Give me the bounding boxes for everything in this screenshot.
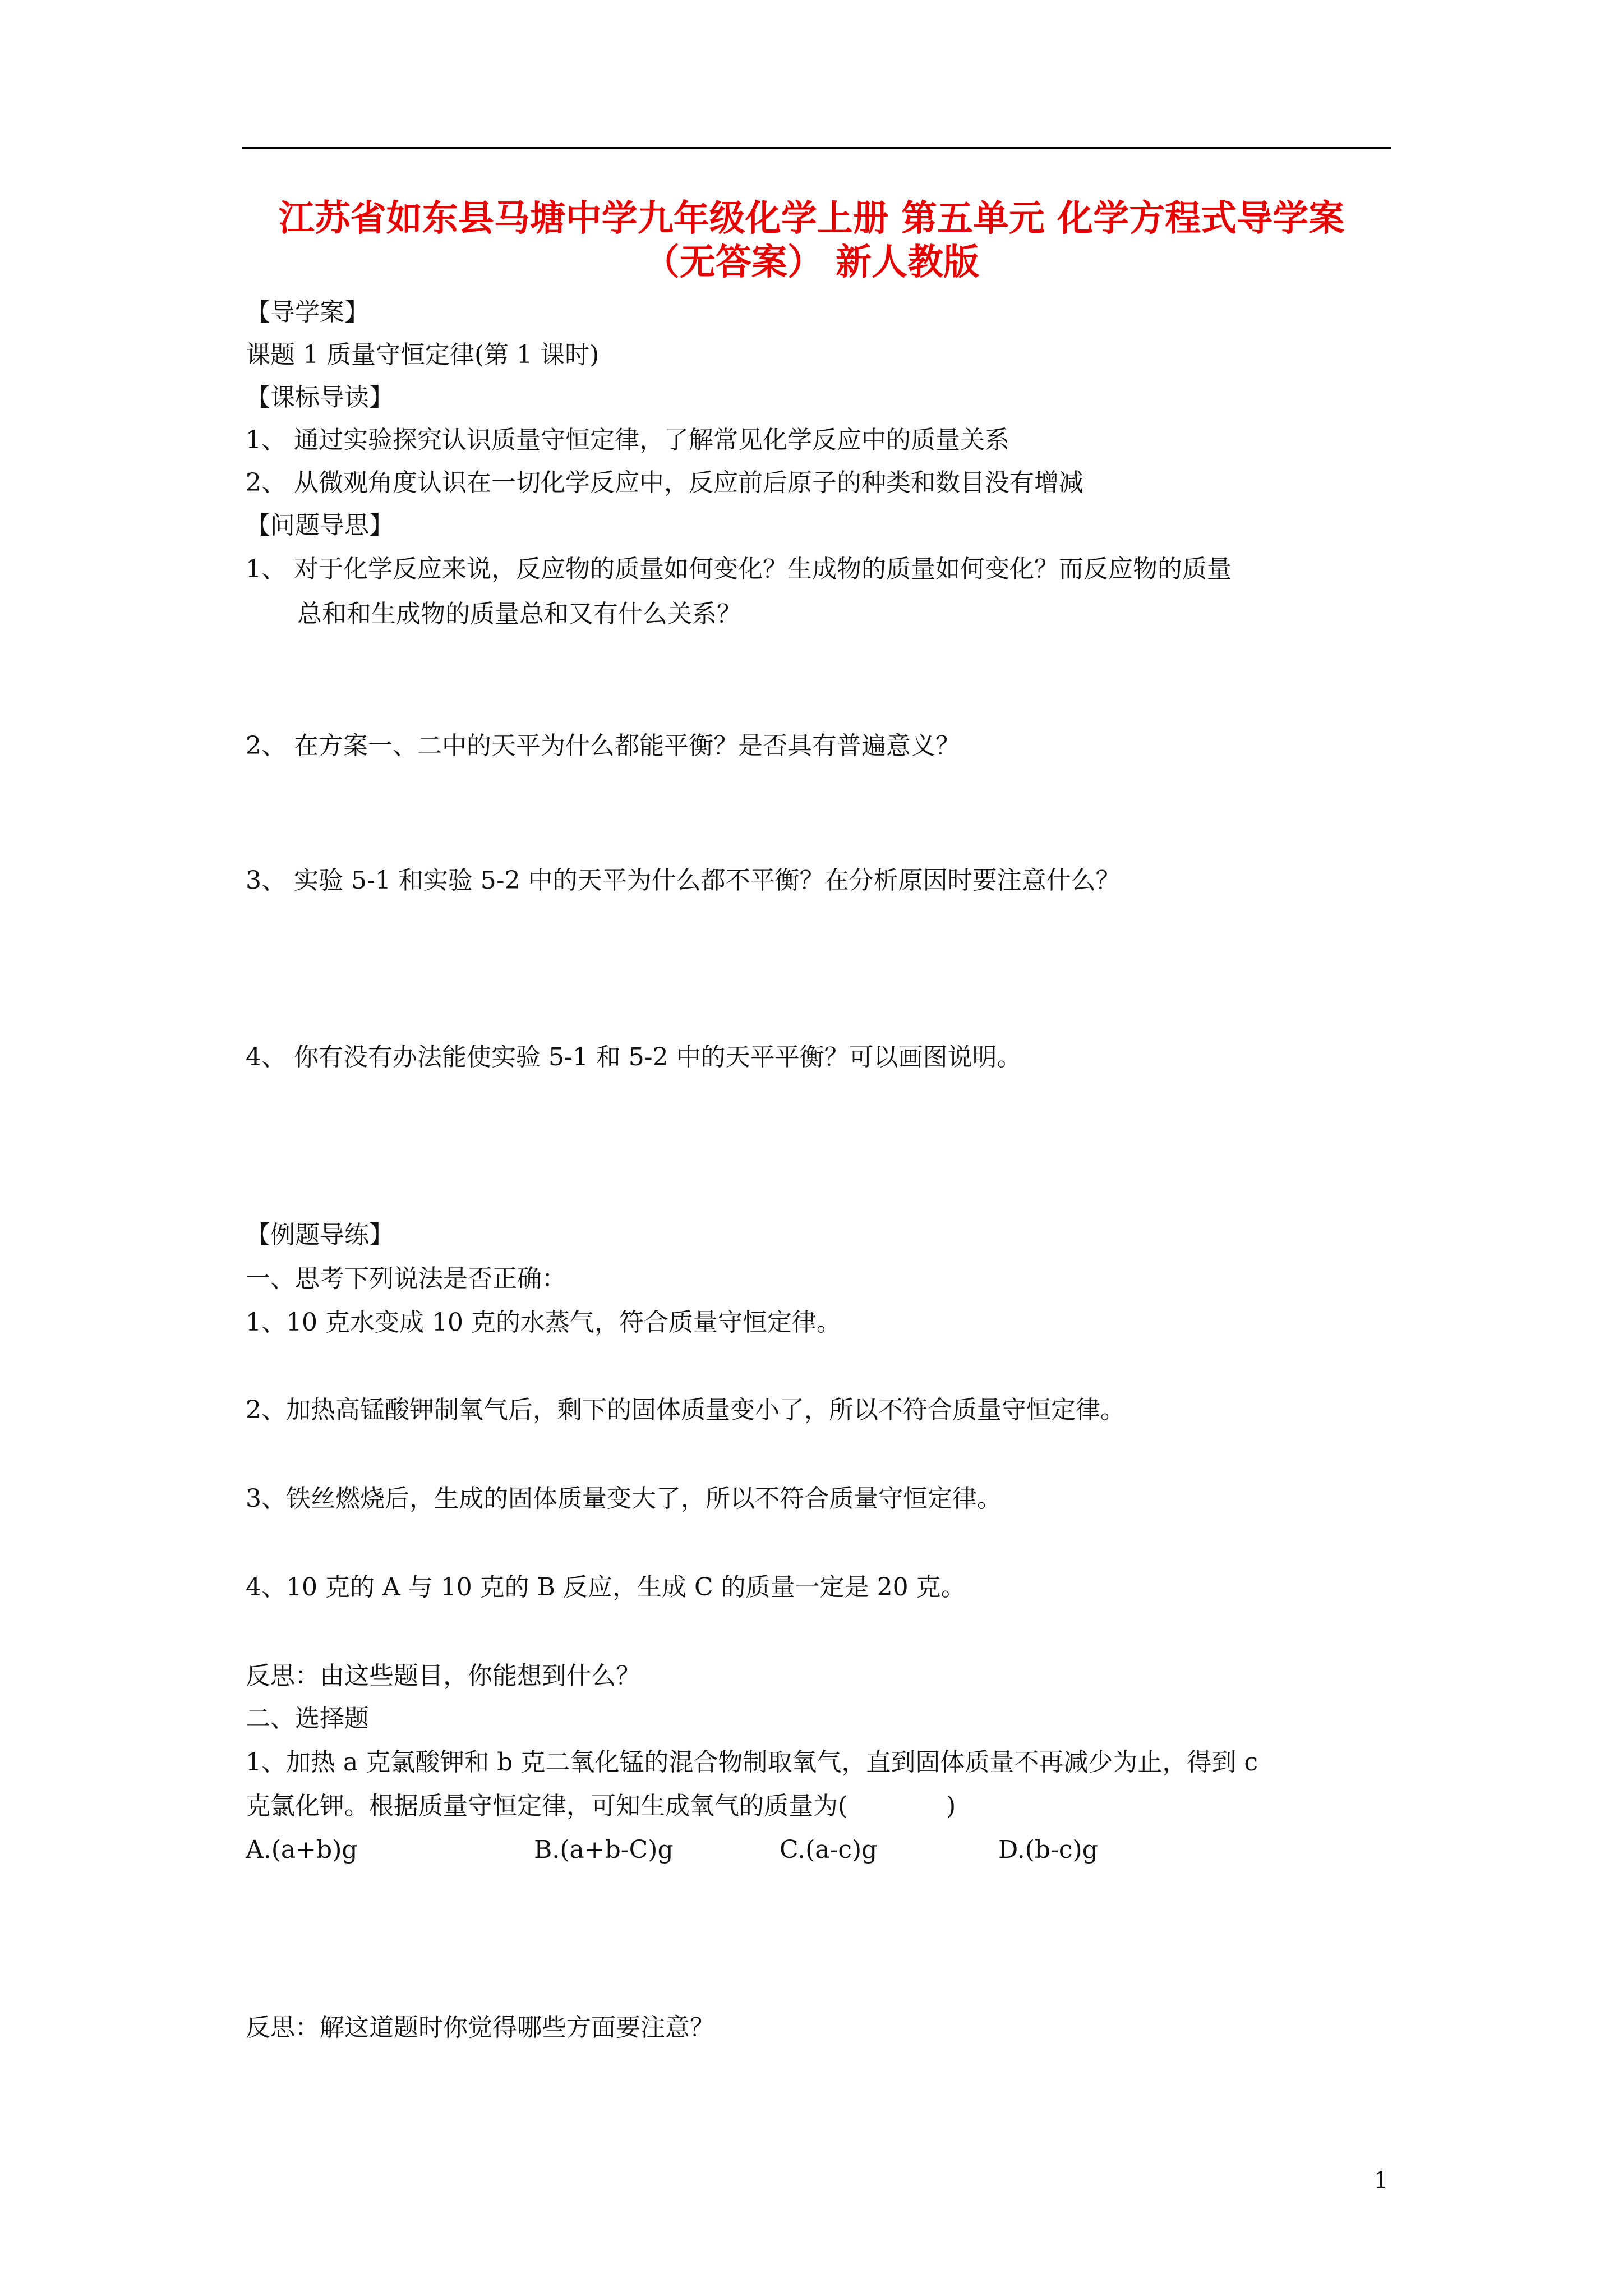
judge-item: 3、铁丝燃烧后，生成的固体质量变大了，所以不符合质量守恒定律。 — [246, 1484, 1002, 1513]
option-d: D.(b-c)g — [998, 1835, 1098, 1864]
choice-question-line1: 1、加热 a 克氯酸钾和 b 克二氧化锰的混合物制取氧气，直到固体质量不再减少为止，得到 c — [246, 1748, 1258, 1777]
option-a: A.(a+b)g — [246, 1835, 358, 1864]
choice-question-line2: 克氯化钾。根据质量守恒定律，可知生成氧气的质量为( ) — [246, 1792, 956, 1820]
page-number: 1 — [1374, 2168, 1389, 2193]
part1-heading: 一、思考下列说法是否正确： — [246, 1264, 566, 1293]
judge-item: 2、加热高锰酸钾制氧气后，剩下的固体质量变小了，所以不符合质量守恒定律。 — [246, 1396, 1125, 1424]
option-b: B.(a+b-C)g — [534, 1835, 674, 1864]
question-3: 3、 实验 5-1 和实验 5-2 中的天平为什么都不平衡？在分析原因时要注意什么？ — [246, 866, 1121, 895]
reflection-1: 反思：由这些题目，你能想到什么？ — [246, 1662, 640, 1690]
section-guide-heading: 【导学案】 — [246, 298, 369, 326]
section-objectives-heading: 【课标导读】 — [246, 383, 394, 412]
document-title-line2: （无答案） 新人教版 — [643, 242, 980, 283]
question-4: 4、 你有没有办法能使实验 5-1 和 5-2 中的天平平衡？可以画图说明。 — [246, 1043, 1022, 1071]
header-rule — [242, 147, 1391, 149]
document-title-line1: 江苏省如东县马塘中学九年级化学上册 第五单元 化学方程式导学案 — [278, 198, 1345, 240]
reflection-2: 反思：解这道题时你觉得哪些方面要注意？ — [246, 2013, 714, 2042]
option-c: C.(a-c)g — [780, 1835, 878, 1864]
objective-item: 1、 通过实验探究认识质量守恒定律，了解常见化学反应中的质量关系 — [246, 426, 1009, 454]
lesson-title: 课题 1 质量守恒定律(第 1 课时) — [246, 341, 600, 369]
section-examples-heading: 【例题导练】 — [246, 1221, 394, 1249]
judge-item: 1、10 克水变成 10 克的水蒸气，符合质量守恒定律。 — [246, 1308, 841, 1337]
question-1-line1: 1、 对于化学反应来说，反应物的质量如何变化？生成物的质量如何变化？而反应物的质量 — [246, 555, 1232, 583]
question-2: 2、 在方案一、二中的天平为什么都能平衡？是否具有普遍意义？ — [246, 731, 960, 760]
objective-item: 2、 从微观角度认识在一切化学反应中，反应前后原子的种类和数目没有增减 — [246, 468, 1083, 497]
judge-item: 4、10 克的 A 与 10 克的 B 反应，生成 C 的质量一定是 20 克。 — [246, 1573, 966, 1602]
section-questions-heading: 【问题导思】 — [246, 511, 394, 540]
question-1-line2: 总和和生成物的质量总和又有什么关系？ — [297, 600, 741, 628]
part2-heading: 二、选择题 — [246, 1704, 369, 1733]
